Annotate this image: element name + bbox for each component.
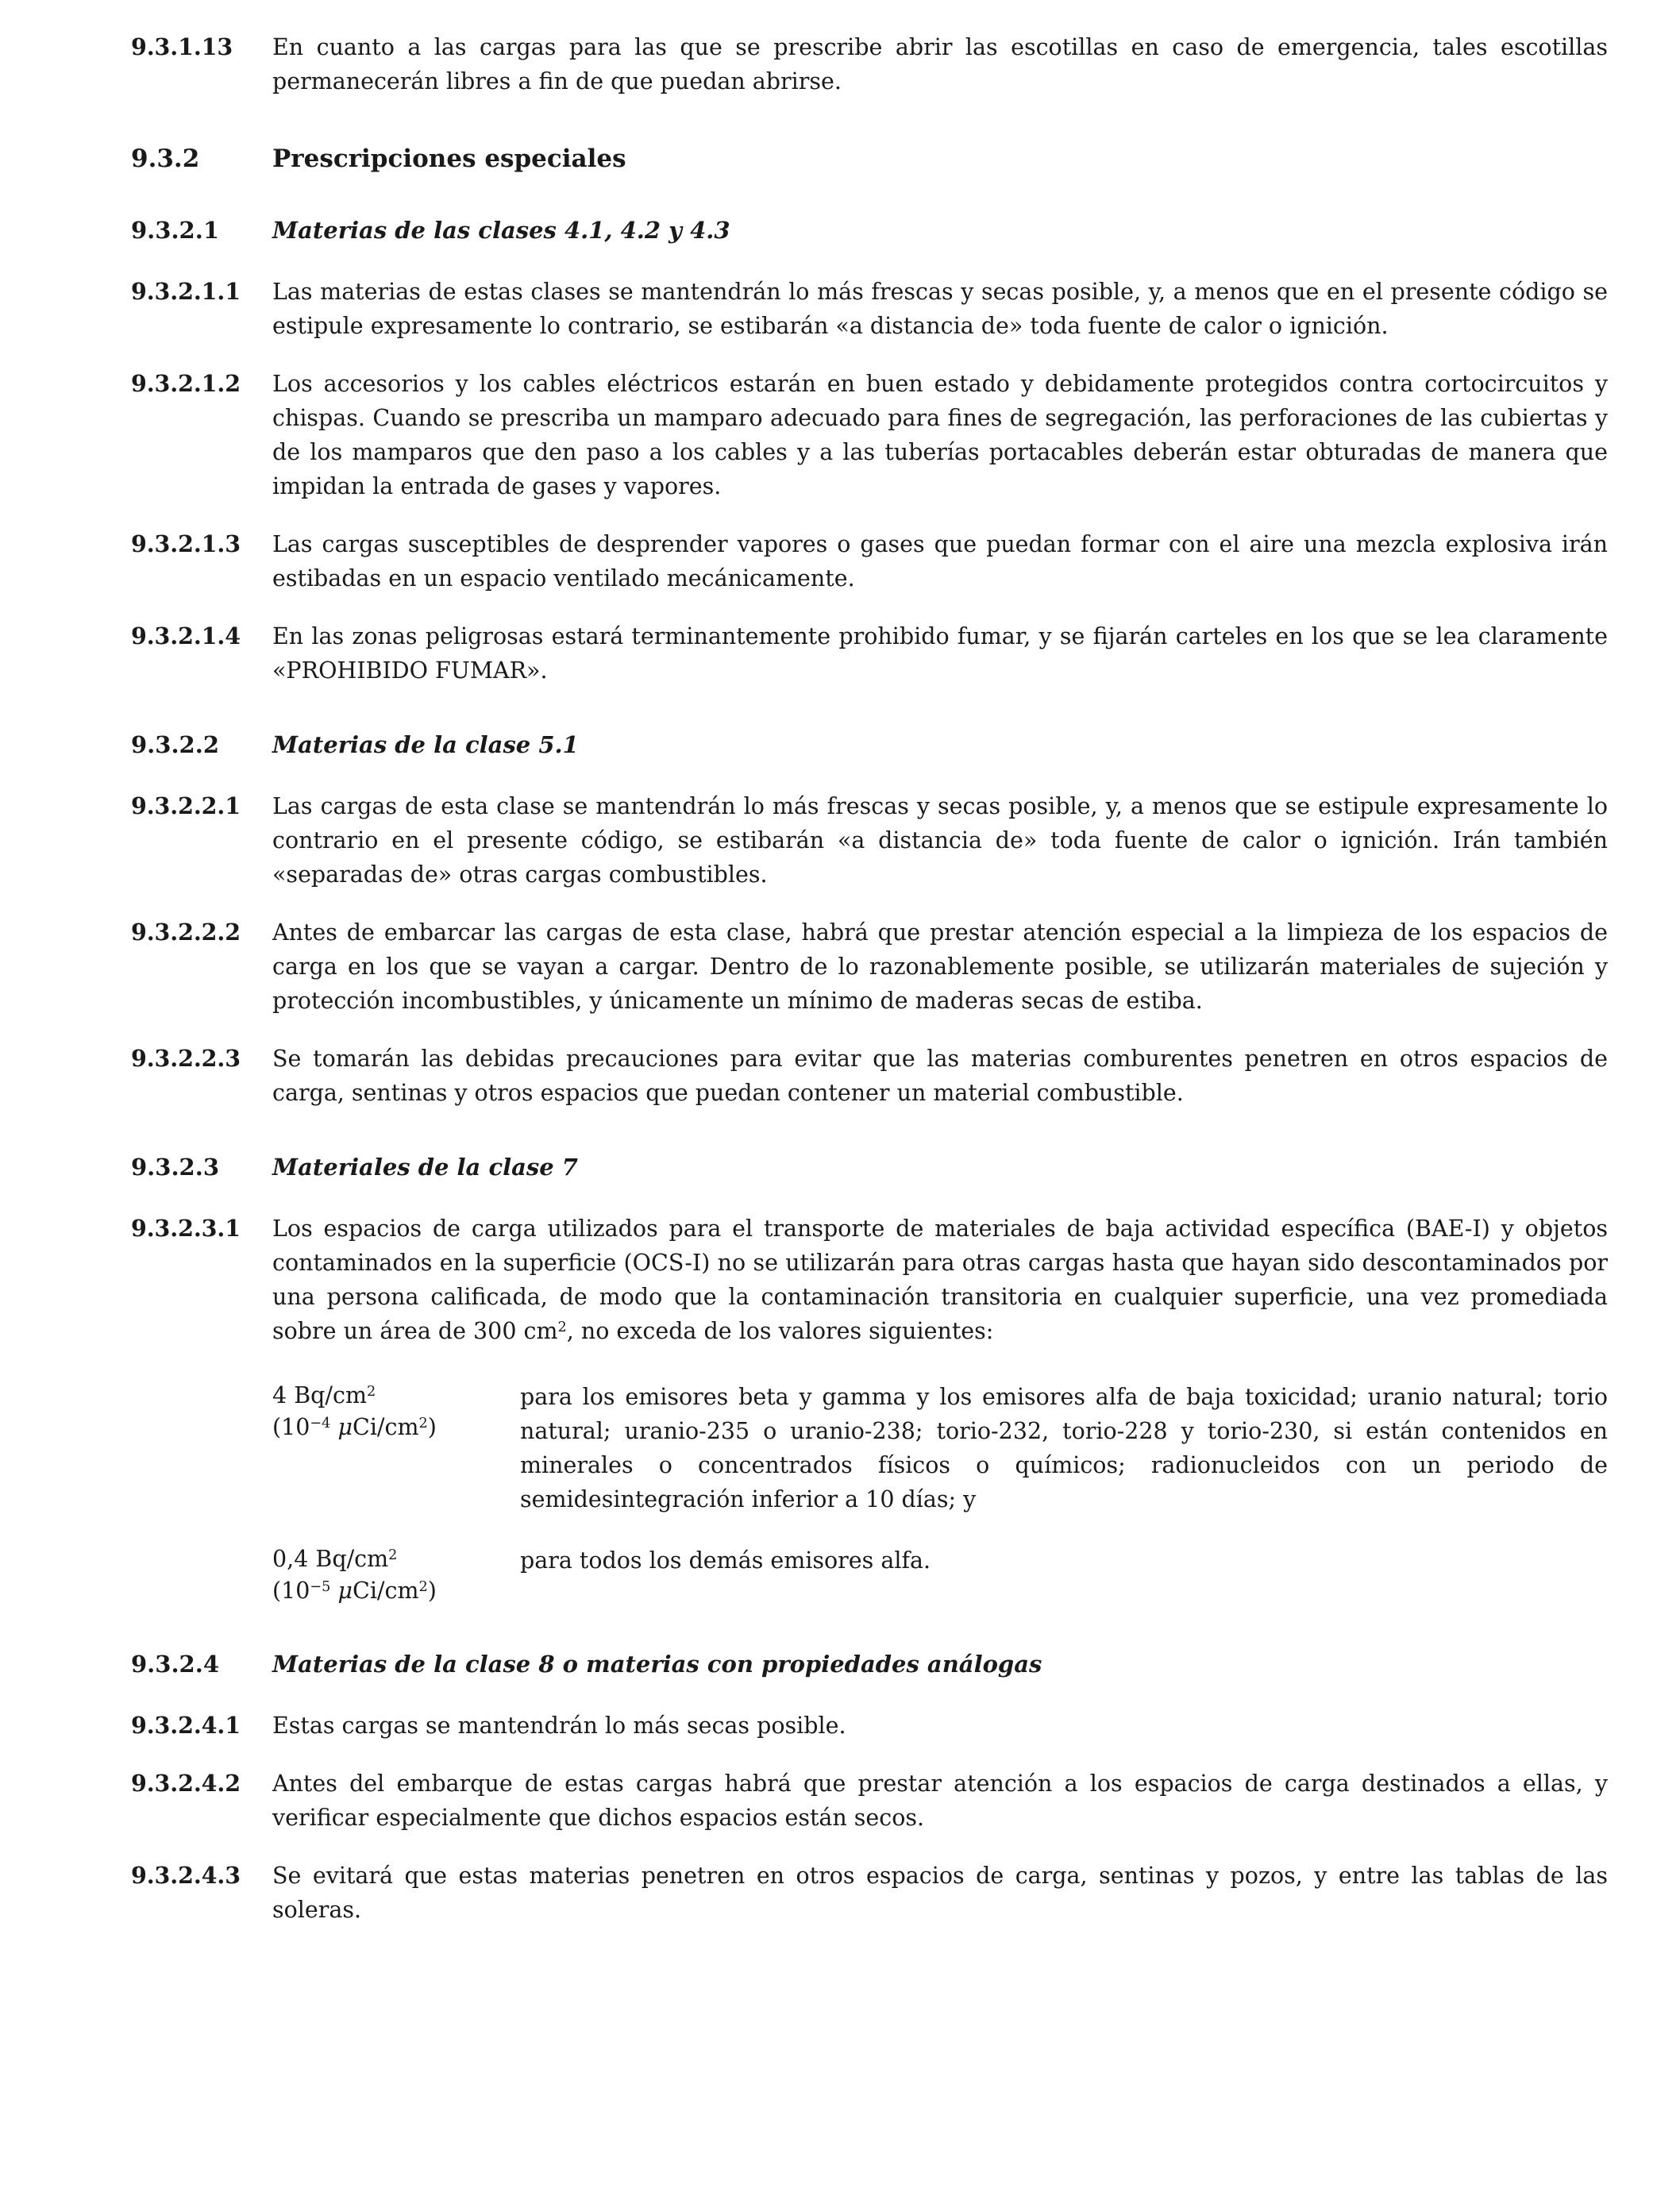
value-bq-number: 4 Bq/cm (272, 1382, 367, 1408)
clause-number: 9.3.2.3.1 (131, 1215, 241, 1242)
clause-text: Los accesorios y los cables eléctricos estarán en buen estado y debidamente protegidos contra cortocircuitos y chispas. Cuando se prescriba un mamparo adecuado para fines de segregación, las perforaciones de las cubiertas y de los mamparos que den paso a los cables y a las tuberías portacables deberán estar obturadas de manera que impidan la entrada de gases y vapores. (272, 371, 1608, 499)
heading-title: Materias de la clase 5.1 (272, 731, 579, 758)
clause-number: 9.3.2.2.1 (131, 792, 241, 819)
value-ci-prefix: (10 (272, 1578, 310, 1604)
clause-text: Las cargas susceptibles de desprender vapores o gases que puedan formar con el aire una mezcla explosiva irán estibadas en un espacio ventilado mecánicamente. (272, 531, 1608, 591)
value-quantity-bq (272, 1543, 520, 1575)
superscript-square: 2 (366, 1383, 376, 1400)
clause-9-3-2-3-1 (131, 1212, 1608, 1348)
clause-9-3-1-13 (131, 30, 1608, 98)
clause-9-3-2-1-2 (131, 367, 1608, 503)
clause-9-3-2-1-3 (131, 527, 1608, 595)
superscript-exponent: −5 (310, 1578, 331, 1595)
clause-9-3-2-2-1 (131, 789, 1608, 892)
heading-9-3-2-1 (131, 214, 1608, 246)
clause-text: Se evitará que estas materias penetren en otros espacios de carga, sentinas y pozos, y entre las tablas de las soleras. (272, 1863, 1608, 1923)
value-quantity-bq (272, 1380, 520, 1412)
value-quantity (272, 1543, 520, 1607)
value-quantity-ci (272, 1412, 520, 1443)
heading-9-3-2-3 (131, 1151, 1608, 1183)
value-row (272, 1380, 1608, 1516)
clause-text (272, 1212, 1608, 1348)
clause-text-part1: Los espacios de carga utilizados para el transporte de materiales de baja actividad específica (BAE-I) y objetos contaminados en la superficie (OCS-I) no se utilizarán para otras cargas hasta que hayan sido descontaminados por una persona calificada, de modo que la contaminación transitoria en cualquier superficie, una vez promediada sobre un área de 300 cm (272, 1216, 1608, 1344)
value-ci-unit: Ci/cm (353, 1414, 419, 1440)
clause-9-3-2-4-2 (131, 1767, 1608, 1835)
heading-number: 9.3.2.4 (131, 1651, 220, 1678)
clause-9-3-2-1-4 (131, 619, 1608, 688)
clause-number: 9.3.2.2.2 (131, 919, 241, 946)
clause-text: Antes del embarque de estas cargas habrá que prestar atención a los espacios de carga destinados a ellas, y verificar especialmente que dichos espacios están secos. (272, 1771, 1608, 1831)
clause-text-part2: , no exceda de los valores siguientes: (566, 1318, 994, 1344)
heading-9-3-2 (131, 143, 1608, 175)
clause-text: Se tomarán las debidas precauciones para evitar que las materias comburentes penetren en otros espacios de carga, sentinas y otros espacios que puedan contener un material combustible. (272, 1046, 1608, 1106)
clause-9-3-2-4-3 (131, 1859, 1608, 1927)
mu-symbol: μ (337, 1414, 353, 1440)
clause-text: Las materias de estas clases se mantendrán lo más frescas y secas posible, y, a menos que en el presente código se estipule expresamente lo contrario, se estibarán «a distancia de» toda fuente de calor o ignición. (272, 279, 1608, 339)
clause-text: En las zonas peligrosas estará terminantemente prohibido fumar, y se fijarán carteles en los que se lea claramente «PROHIBIDO FUMAR». (272, 623, 1608, 684)
clause-number: 9.3.2.4.1 (131, 1712, 241, 1739)
superscript-exponent: −4 (310, 1415, 331, 1431)
value-description: para todos los demás emisores alfa. (520, 1547, 931, 1574)
value-bq-number: 0,4 Bq/cm (272, 1546, 389, 1572)
clause-number: 9.3.2.1.3 (131, 530, 241, 557)
heading-number: 9.3.2.1 (131, 217, 220, 244)
clause-number: 9.3.2.1.1 (131, 278, 241, 305)
heading-number: 9.3.2.2 (131, 731, 220, 758)
clause-number: 9.3.1.13 (131, 33, 233, 60)
value-quantity (272, 1380, 520, 1443)
clause-number: 9.3.2.2.3 (131, 1045, 241, 1072)
superscript-square: 2 (418, 1415, 428, 1431)
superscript-square: 2 (418, 1578, 428, 1595)
mu-symbol: μ (337, 1578, 353, 1604)
heading-title: Materiales de la clase 7 (272, 1154, 578, 1181)
clause-9-3-2-1-1 (131, 275, 1608, 343)
clause-text: Estas cargas se mantendrán lo más secas posible. (272, 1713, 846, 1739)
superscript-square: 2 (388, 1547, 398, 1563)
clause-9-3-2-2-3 (131, 1042, 1608, 1110)
value-ci-suffix: ) (427, 1578, 437, 1604)
clause-9-3-2-2-2 (131, 915, 1608, 1018)
value-row (272, 1543, 1608, 1607)
value-description: para los emisores beta y gamma y los emisores alfa de baja toxicidad; uranio natural; torio natural; uranio-235 o uranio-238; torio-232, torio-228 y torio-230, si están contenidos en minerales o concentrados físicos o químicos; radionucleidos con un periodo de semidesintegración inferior a 10 días; y (520, 1384, 1608, 1512)
heading-title: Materias de las clases 4.1, 4.2 y 4.3 (272, 217, 730, 244)
clause-text: Las cargas de esta clase se mantendrán lo más frescas y secas posible, y, a menos que se estipule expresamente lo contrario en el presente código, se estibarán «a distancia de» toda fuente de calor o ignición. Irán también «separadas de» otras cargas combustibles. (272, 793, 1608, 888)
clause-number: 9.3.2.4.2 (131, 1770, 241, 1797)
clause-number: 9.3.2.4.3 (131, 1862, 241, 1889)
clause-text: Antes de embarcar las cargas de esta clase, habrá que prestar atención especial a la limpieza de los espacios de carga en los que se vayan a cargar. Dentro de lo razonablemente posible, se utilizarán materiales de sujeción y protección incombustibles, y únicamente un mínimo de maderas secas de estiba. (272, 919, 1608, 1014)
clause-number: 9.3.2.1.2 (131, 370, 241, 397)
value-ci-prefix: (10 (272, 1414, 310, 1440)
value-ci-suffix: ) (427, 1414, 437, 1440)
heading-9-3-2-2 (131, 729, 1608, 761)
contamination-values-list (272, 1380, 1608, 1607)
clause-9-3-2-4-1 (131, 1709, 1608, 1743)
clause-number: 9.3.2.1.4 (131, 622, 241, 649)
heading-title: Materias de la clase 8 o materias con propiedades análogas (272, 1651, 1042, 1678)
heading-9-3-2-4 (131, 1648, 1608, 1680)
superscript-square: 2 (557, 1319, 567, 1335)
clause-text: En cuanto a las cargas para las que se prescribe abrir las escotillas en caso de emergencia, tales escotillas permanecerán libres a fin de que puedan abrirse. (272, 34, 1608, 94)
value-ci-unit: Ci/cm (353, 1578, 419, 1604)
heading-number: 9.3.2 (131, 144, 200, 173)
heading-number: 9.3.2.3 (131, 1154, 220, 1181)
heading-title: Prescripciones especiales (272, 144, 626, 173)
value-quantity-ci (272, 1575, 520, 1607)
